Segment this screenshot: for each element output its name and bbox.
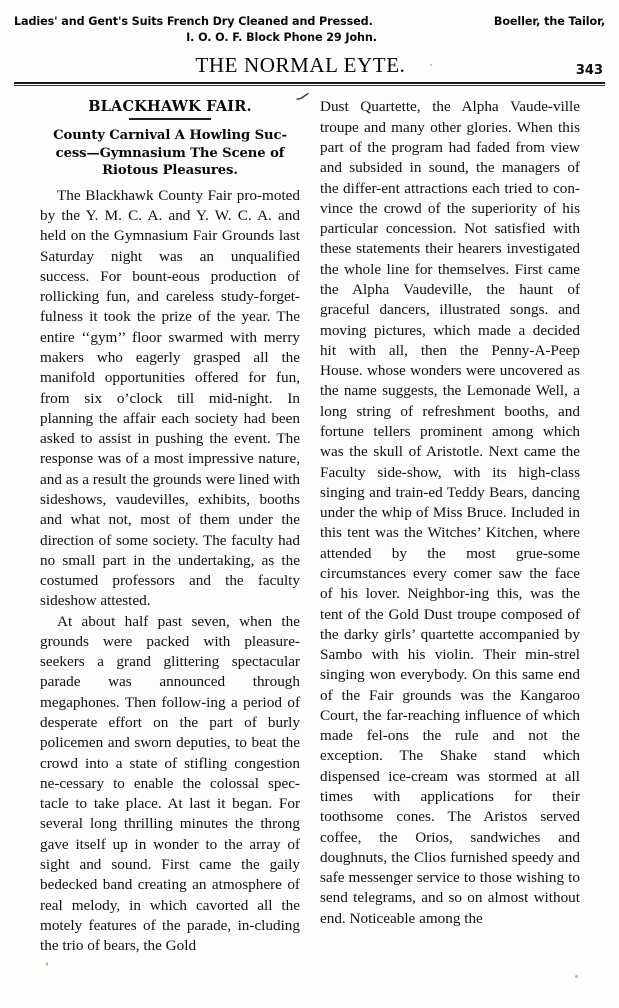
paragraph: The Blackhawk County Fair pro-moted by the Y. M. C. A. and Y. W. C. A. and held on the Gymnasium Fair Grounds last Saturday night was an unqualified success. For bount-eous production of rollicking fun, and careless study-forget-fulness it took the prize of the year. The entire ‘‘gym’’ floor swarmed with merry makers who eagerly grasped all the manifold opportunities offered for fun, from six o’clock till mid-night. In planning the affair each society had been asked to assist in pushing the event. The response was of a most impressive nature, and as a result the grounds were lined with sideshows, vaudevilles, exhibits, booths and what not, most of them under the direction of some society. The faculty had no small part in the undertaking, as the costumed professors and the faculty sideshow attested. [40, 186, 300, 610]
article-subhead: County Carnival A Howling Suc-cess—Gymnasium The Scene of Riotous Pleasures. [53, 128, 287, 179]
advertiser-line-primary [14, 14, 605, 30]
publication-title: THE NORMAL EYTE. [195, 53, 406, 78]
advertiser-name-text: Boeller, the Tailor, [493, 15, 605, 28]
headline-underline-rule [129, 118, 211, 120]
article-headline: BLACKHAWK FAIR. [88, 98, 252, 116]
advertiser-banner [14, 14, 605, 46]
left-column [40, 97, 300, 956]
right-column [320, 97, 580, 956]
advertiser-address-text: I. O. O. F. Block Phone 29 John. [186, 31, 377, 45]
masthead-divider-rule [14, 82, 605, 86]
page-number: 343 [575, 63, 603, 79]
masthead-title-row [40, 53, 603, 79]
article-columns [40, 97, 579, 956]
scan-speck [575, 975, 578, 978]
paragraph: Dust Quartette, the Alpha Vaude-ville troupe and many other glories. When this part of the program had faded from view and subsided in sound, the managers of the differ-ent attractions each tried to con-vince the crowd of the superiority of his particular concession. Not satisfied with these statements their hearers investigated the whole line for themselves. First came the Alpha Vaudeville, the haunt of graceful dancers, illustrated songs. and moving pictures, which made a decided hit with all, then the Penny-A-Peep House. whose wonders were uncovered as the name suggests, the Lemonade Well, a long string of refreshment booths, and fortune tellers prominent among which was the skull of Aristotle. Next came the Faculty side-show, with its high-class singing and train-ed Teddy Bears, dancing under the whip of Miss Bruce. Included in this tent was the Witches’ Kitchen, where attended by the most grue-some circumstances every comer saw the face of his lover. Neighbor-ing this, was the tent of the Gold Dust troupe composed of the darky girls’ quartette accompanied by Sambo with his violin. Their min-strel singing won everybody. On this same end of the Fair grounds was the Kangaroo Court, the far-reaching influence of which made fel-ons the rule and not the exception. The Shake stand which dispensed ice-cream was stormed at all times with applications for their toothsome cones. The Aristos served coffee, the Orios, sandwiches and doughnuts, the Clios furnished speedy and safe messenger service to those wishing to send telegrams, and so on almost without end. Noticeable among the [320, 98, 580, 927]
scan-speck [46, 962, 48, 966]
paragraph: At about half past seven, when the grounds were packed with pleasure-seekers a grand glittering spectacular parade was announced through megaphones. Then follow-ing a period of desperate effort on the part of burly policemen and sworn deputies, to beat the crowd into a state of stifling congestion ne-cessary to enable the colossal spec-tacle to take place. At last it began. For several long thrilling minutes the throng gave itself up in wonder to the array of sight and sound. First came the gaily bedecked band creating an atmosphere of real melody, in which cavorted all the motely features of the parade, in-cluding the trio of bears, the Gold [40, 612, 300, 955]
divider-rule-thin [14, 85, 605, 86]
advertiser-service-text: Ladies' and Gent's Suits French Dry Cleaned and Pressed. [14, 15, 373, 28]
